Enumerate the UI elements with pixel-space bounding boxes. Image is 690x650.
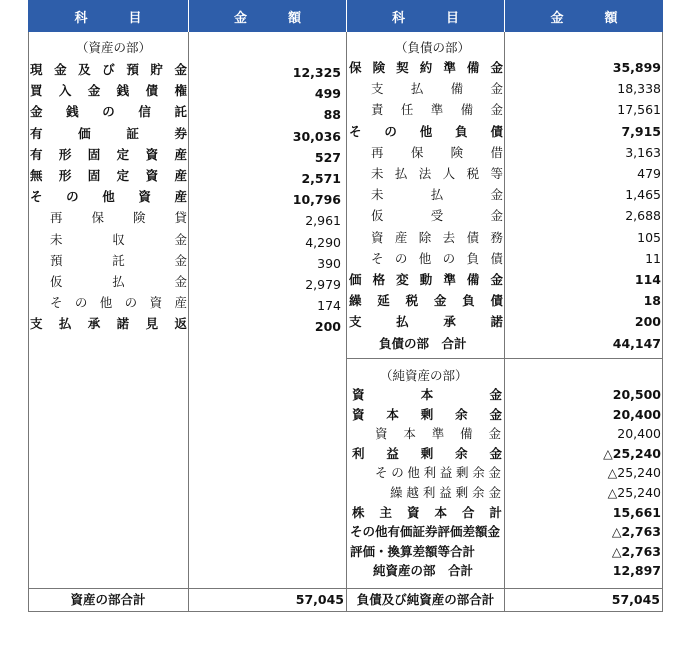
net-asset-row-7-label: その他有価証券評価差額金 <box>350 524 501 540</box>
liability-row-3-value: 7,915 <box>621 123 661 139</box>
liability-row-2-value: 17,561 <box>617 102 661 118</box>
net-asset-row-3-value: △25,240 <box>603 445 661 461</box>
liability-row-1-value: 18,338 <box>617 81 661 97</box>
asset-row-5-label: 無 形 固 定 資 産 <box>30 168 187 183</box>
asset-row-3-value: 30,036 <box>292 128 341 144</box>
net-asset-row-5-label: 繰 越 利 益 剰 余 金 <box>390 485 501 500</box>
liability-row-2-label: 責 任 準 備 金 <box>371 102 503 118</box>
net-asset-row-1-label: 資 本 剰 余 金 <box>352 406 502 422</box>
liability-row-10-label: 価 格 変 動 準 備 金 <box>349 272 503 287</box>
net-asset-row-5-value: △25,240 <box>607 485 661 500</box>
net-asset-row-2-label: 資 本 準 備 金 <box>375 426 501 442</box>
grid-line <box>346 32 347 612</box>
net-asset-row-7-value: △2,763 <box>611 524 661 540</box>
liability-row-12-value: 200 <box>634 314 661 330</box>
liability-row-6-value: 1,465 <box>625 187 661 203</box>
grid-line <box>28 32 29 612</box>
asset-row-5-value: 2,571 <box>301 171 341 186</box>
asset-row-9-label: 預 託 金 <box>50 252 187 268</box>
net-asset-row-2-value: 20,400 <box>617 426 661 442</box>
liability-row-13-value: 44,147 <box>612 335 661 351</box>
assets-section-title: （資産の部） <box>76 40 152 55</box>
net-asset-row-0-value: 20,500 <box>612 387 661 402</box>
liability-row-6-label: 未 払 金 <box>371 187 503 203</box>
liability-row-8-value: 105 <box>637 229 661 245</box>
liability-row-5-value: 479 <box>637 166 661 181</box>
net-asset-row-9-label: 純資産の部 合計 <box>373 563 474 579</box>
asset-row-2-value: 88 <box>323 107 341 123</box>
liability-row-8-label: 資 産 除 去 債 務 <box>371 229 503 245</box>
grid-line <box>346 358 663 359</box>
liability-row-7-value: 2,688 <box>625 208 661 224</box>
liability-row-13-label: 負債の部 合計 <box>379 335 467 351</box>
asset-row-0-value: 12,325 <box>292 65 341 80</box>
assets-total-value: 57,045 <box>295 592 344 607</box>
asset-row-6-label: そ の 他 資 産 <box>30 189 187 205</box>
grand-total-value: 57,045 <box>611 592 660 607</box>
net-asset-row-3-label: 利 益 剰 余 金 <box>352 445 502 461</box>
asset-row-7-value: 2,961 <box>305 213 341 229</box>
liabilities-section-title: （負債の部） <box>395 40 471 55</box>
liability-row-4-label: 再 保 険 借 <box>371 144 503 160</box>
asset-row-10-label: 仮 払 金 <box>50 274 187 289</box>
asset-row-4-value: 527 <box>314 149 341 165</box>
net-asset-row-8-value: △2,763 <box>611 543 661 559</box>
liability-row-0-label: 保 険 契 約 準 備 金 <box>349 60 503 75</box>
net-asset-row-0-label: 資 本 金 <box>352 387 502 402</box>
net-asset-row-4-value: △25,240 <box>607 465 661 481</box>
asset-row-6-value: 10,796 <box>292 192 341 208</box>
net-assets-section-title: （純資産の部） <box>380 368 468 383</box>
liability-row-3-label: そ の 他 負 債 <box>349 123 503 139</box>
grid-line <box>28 611 663 612</box>
header-item-right: 科 目 <box>347 0 504 32</box>
liability-row-7-label: 仮 受 金 <box>371 208 503 224</box>
liability-row-11-label: 繰 延 税 金 負 債 <box>349 293 503 309</box>
grand-total-label: 負債及び純資産の部合計 <box>356 592 495 607</box>
liability-row-5-label: 未 払 法 人 税 等 <box>371 166 503 181</box>
asset-row-1-value: 499 <box>314 86 341 102</box>
liability-row-10-value: 114 <box>634 272 661 287</box>
asset-row-3-label: 有 価 証 券 <box>30 125 187 141</box>
net-asset-row-4-label: そ の 他 利 益 剰 余 金 <box>375 465 501 481</box>
asset-row-0-label: 現 金 及 び 預 貯 金 <box>30 62 187 77</box>
liability-row-11-value: 18 <box>643 293 661 309</box>
net-asset-row-6-label: 株 主 資 本 合 計 <box>352 504 502 520</box>
asset-row-8-value: 4,290 <box>305 234 341 250</box>
header-amount-right: 金 額 <box>505 0 663 32</box>
liability-row-1-label: 支 払 備 金 <box>371 81 503 97</box>
asset-row-10-value: 2,979 <box>305 277 341 292</box>
asset-row-11-label: そ の 他 の 資 産 <box>50 295 187 311</box>
liability-row-4-value: 3,163 <box>625 144 661 160</box>
balance-sheet-table <box>28 0 663 612</box>
asset-row-7-label: 再 保 険 貸 <box>50 210 187 226</box>
liability-row-9-value: 11 <box>645 250 661 266</box>
header-item-left: 科 目 <box>28 0 188 32</box>
asset-row-1-label: 買 入 金 銭 債 権 <box>30 83 187 99</box>
liability-row-12-label: 支 払 承 諾 <box>349 314 503 330</box>
asset-row-2-label: 金 銭 の 信 託 <box>30 104 187 120</box>
net-asset-row-1-value: 20,400 <box>612 406 661 422</box>
assets-total-label: 資産の部合計 <box>70 592 146 607</box>
asset-row-12-value: 200 <box>314 319 341 335</box>
asset-row-4-label: 有 形 固 定 資 産 <box>30 146 187 162</box>
net-asset-row-6-value: 15,661 <box>612 504 661 520</box>
net-asset-row-9-value: 12,897 <box>612 563 661 579</box>
net-asset-row-8-label: 評価・換算差額等合計 <box>350 543 476 559</box>
asset-row-11-value: 174 <box>317 298 341 314</box>
asset-row-8-label: 未 収 金 <box>50 231 187 247</box>
header-amount-left: 金 額 <box>189 0 346 32</box>
liability-row-0-value: 35,899 <box>612 60 661 75</box>
asset-row-12-label: 支 払 承 諾 見 返 <box>30 316 187 332</box>
asset-row-9-value: 390 <box>317 255 341 271</box>
liability-row-9-label: そ の 他 の 負 債 <box>371 250 503 266</box>
